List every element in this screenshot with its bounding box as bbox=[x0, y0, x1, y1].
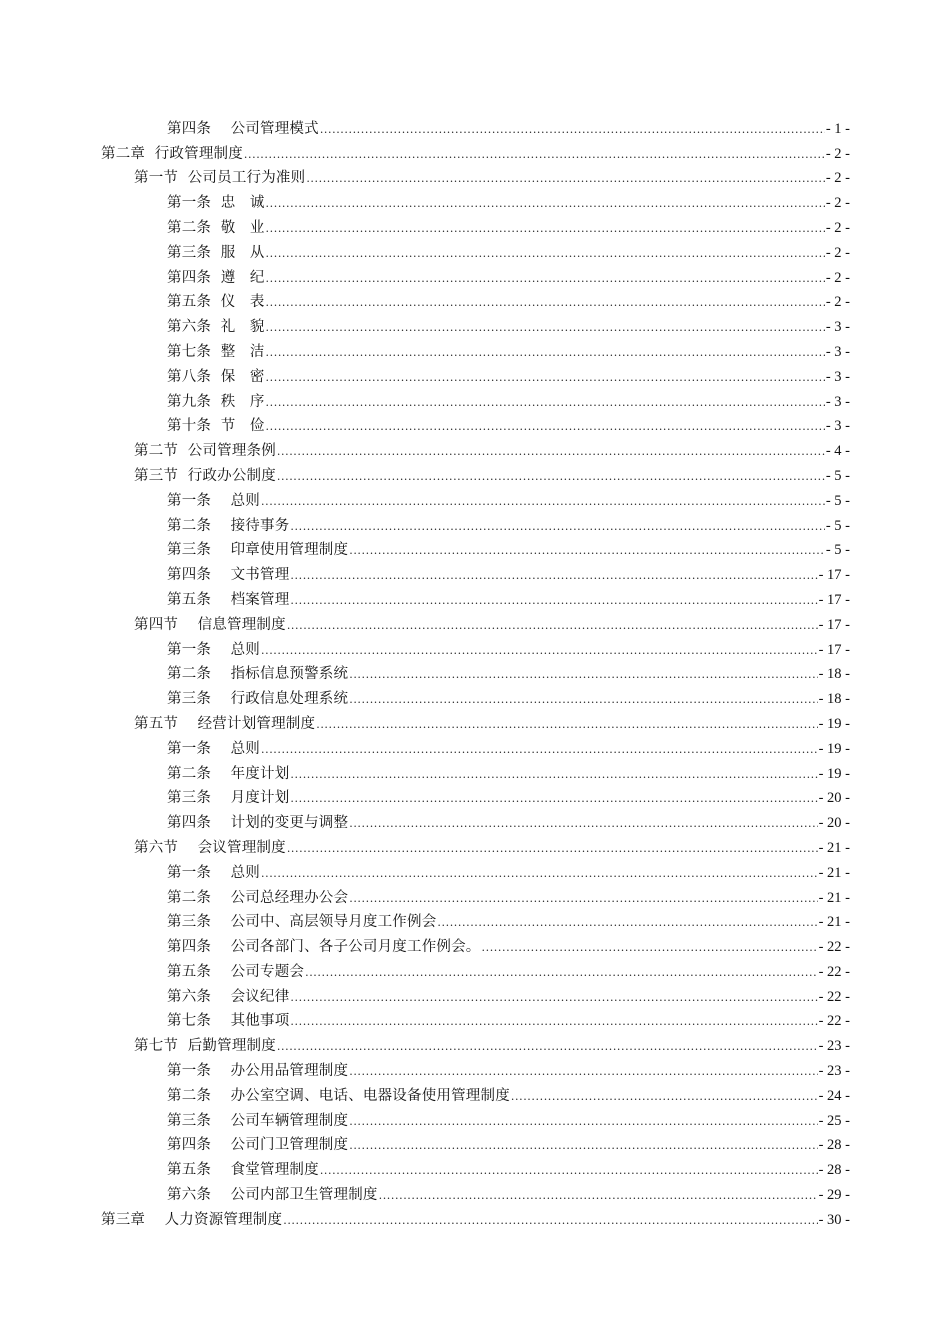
toc-dot-leader bbox=[261, 867, 818, 881]
toc-entry-title: 第一节 公司员工行为准则 bbox=[134, 170, 306, 187]
toc-entry-page-number: - 5 - bbox=[825, 542, 850, 559]
toc-entry-page-number: - 22 - bbox=[818, 939, 850, 956]
toc-entry-title: 第四条 公司各部门、各子公司月度工作例会。 bbox=[167, 939, 481, 956]
toc-dot-leader bbox=[266, 321, 825, 335]
toc-entry[interactable] bbox=[0, 956, 950, 981]
toc-entry[interactable] bbox=[0, 1006, 950, 1031]
toc-entry-page-number: - 20 - bbox=[818, 790, 850, 807]
toc-entry-page-number: - 18 - bbox=[818, 691, 850, 708]
toc-entry[interactable] bbox=[0, 758, 950, 783]
toc-entry[interactable] bbox=[0, 1179, 950, 1204]
toc-entry-title: 第六条 会议纪律 bbox=[167, 988, 290, 1005]
toc-entry[interactable] bbox=[0, 634, 950, 659]
toc-entry-page-number: - 5 - bbox=[825, 492, 850, 509]
toc-dot-leader bbox=[349, 892, 817, 906]
toc-dot-leader bbox=[266, 396, 825, 410]
toc-entry-title: 第一条 总则 bbox=[167, 864, 261, 881]
toc-entry-title: 第四条 遵 纪 bbox=[167, 269, 265, 286]
toc-entry-page-number: - 3 - bbox=[825, 343, 850, 360]
toc-entry[interactable] bbox=[0, 460, 950, 485]
toc-dot-leader bbox=[283, 1214, 817, 1228]
toc-entry-title: 第一条 办公用品管理制度 bbox=[167, 1063, 349, 1080]
toc-entry-title: 第二节 公司管理条例 bbox=[134, 443, 276, 460]
toc-entry-page-number: - 28 - bbox=[818, 1162, 850, 1179]
toc-entry-page-number: - 19 - bbox=[818, 765, 850, 782]
toc-dot-leader bbox=[306, 172, 825, 186]
toc-entry-page-number: - 3 - bbox=[825, 319, 850, 336]
toc-entry-title: 第六节 会议管理制度 bbox=[134, 839, 286, 856]
toc-dot-leader bbox=[266, 296, 825, 310]
toc-entry-page-number: - 3 - bbox=[825, 368, 850, 385]
toc-dot-leader bbox=[290, 520, 824, 534]
toc-entry-page-number: - 21 - bbox=[818, 914, 850, 931]
toc-entry-title: 第二条 办公室空调、电话、电器设备使用管理制度 bbox=[167, 1087, 510, 1104]
toc-dot-leader bbox=[244, 148, 825, 162]
toc-entry[interactable] bbox=[0, 287, 950, 312]
toc-entry-page-number: - 2 - bbox=[825, 195, 850, 212]
toc-entry[interactable] bbox=[0, 609, 950, 634]
toc-dot-leader bbox=[290, 1015, 817, 1029]
toc-dot-leader bbox=[316, 718, 817, 732]
toc-entry-page-number: - 19 - bbox=[818, 740, 850, 757]
toc-entry[interactable] bbox=[0, 510, 950, 535]
toc-entry[interactable] bbox=[0, 212, 950, 237]
toc-entry-page-number: - 2 - bbox=[825, 170, 850, 187]
toc-dot-leader bbox=[379, 1189, 818, 1203]
toc-entry-page-number: - 4 - bbox=[825, 443, 850, 460]
toc-entry-title: 第二条 敬 业 bbox=[167, 219, 265, 236]
toc-entry[interactable] bbox=[0, 708, 950, 733]
toc-entry-page-number: - 2 - bbox=[825, 145, 850, 162]
toc-dot-leader bbox=[266, 247, 825, 261]
toc-entry-title: 第四条 文书管理 bbox=[167, 567, 290, 584]
toc-dot-leader bbox=[349, 693, 817, 707]
toc-entry-title: 第四条 公司管理模式 bbox=[167, 120, 319, 137]
toc-entry-title: 第五条 仪 表 bbox=[167, 294, 265, 311]
toc-dot-leader bbox=[261, 495, 825, 509]
toc-dot-leader bbox=[511, 1090, 818, 1104]
toc-entry-title: 第三条 服 从 bbox=[167, 244, 265, 261]
toc-entry[interactable] bbox=[0, 882, 950, 907]
toc-dot-leader bbox=[261, 743, 818, 757]
toc-dot-leader bbox=[266, 272, 825, 286]
toc-entry[interactable] bbox=[0, 1130, 950, 1155]
toc-entry-title: 第五条 食堂管理制度 bbox=[167, 1162, 319, 1179]
toc-dot-leader bbox=[287, 619, 818, 633]
toc-entry[interactable] bbox=[0, 336, 950, 361]
toc-entry-page-number: - 30 - bbox=[818, 1211, 850, 1228]
toc-entry[interactable] bbox=[0, 659, 950, 684]
toc-entry[interactable] bbox=[0, 485, 950, 510]
toc-entry[interactable] bbox=[0, 683, 950, 708]
toc-entry-page-number: - 21 - bbox=[818, 889, 850, 906]
toc-entry-page-number: - 23 - bbox=[818, 1038, 850, 1055]
toc-entry-title: 第九条 秩 序 bbox=[167, 393, 265, 410]
toc-entry-page-number: - 20 - bbox=[818, 815, 850, 832]
toc-entry[interactable] bbox=[0, 237, 950, 262]
toc-entry-page-number: - 17 - bbox=[818, 616, 850, 633]
toc-entry[interactable] bbox=[0, 1204, 950, 1229]
toc-dot-leader bbox=[320, 123, 825, 137]
toc-entry-title: 第四节 信息管理制度 bbox=[134, 616, 286, 633]
toc-dot-leader bbox=[266, 222, 825, 236]
toc-entry-title: 第一条 总则 bbox=[167, 740, 261, 757]
toc-entry[interactable] bbox=[0, 1030, 950, 1055]
toc-entry[interactable] bbox=[0, 435, 950, 460]
toc-dot-leader bbox=[349, 817, 817, 831]
toc-entry-page-number: - 19 - bbox=[818, 715, 850, 732]
toc-entry-page-number: - 21 - bbox=[818, 839, 850, 856]
toc-dot-leader bbox=[266, 420, 825, 434]
toc-dot-leader bbox=[437, 916, 817, 930]
toc-entry[interactable] bbox=[0, 559, 950, 584]
toc-entry-page-number: - 3 - bbox=[825, 393, 850, 410]
toc-entry[interactable] bbox=[0, 386, 950, 411]
toc-dot-leader bbox=[290, 991, 817, 1005]
toc-entry[interactable] bbox=[0, 584, 950, 609]
toc-entry[interactable] bbox=[0, 931, 950, 956]
toc-entry-title: 第四条 计划的变更与调整 bbox=[167, 815, 349, 832]
toc-dot-leader bbox=[261, 644, 818, 658]
toc-dot-leader bbox=[349, 668, 817, 682]
toc-entry-title: 第一条 总则 bbox=[167, 641, 261, 658]
toc-entry-page-number: - 22 - bbox=[818, 963, 850, 980]
toc-entry-title: 第七条 其他事项 bbox=[167, 1013, 290, 1030]
toc-entry-page-number: - 29 - bbox=[818, 1187, 850, 1204]
toc-entry-title: 第六条 公司内部卫生管理制度 bbox=[167, 1187, 378, 1204]
toc-entry-page-number: - 28 - bbox=[818, 1137, 850, 1154]
toc-dot-leader bbox=[290, 569, 817, 583]
toc-entry-title: 第二条 年度计划 bbox=[167, 765, 290, 782]
toc-entry[interactable] bbox=[0, 907, 950, 932]
toc-entry-page-number: - 22 - bbox=[818, 988, 850, 1005]
toc-entry-page-number: - 25 - bbox=[818, 1112, 850, 1129]
toc-entry-page-number: - 1 - bbox=[825, 120, 850, 137]
toc-entry-title: 第七节 后勤管理制度 bbox=[134, 1038, 276, 1055]
toc-entry[interactable] bbox=[0, 783, 950, 808]
toc-dot-leader bbox=[266, 371, 825, 385]
toc-entry-title: 第三条 公司中、高层领导月度工作例会 bbox=[167, 914, 437, 931]
toc-entry-title: 第三条 印章使用管理制度 bbox=[167, 542, 349, 559]
toc-entry-page-number: - 2 - bbox=[825, 244, 850, 261]
toc-dot-leader bbox=[290, 768, 817, 782]
toc-dot-leader bbox=[305, 966, 817, 980]
toc-entry[interactable] bbox=[0, 832, 950, 857]
toc-entry[interactable] bbox=[0, 113, 950, 138]
toc-entry-page-number: - 3 - bbox=[825, 418, 850, 435]
toc-entry-title: 第三条 公司车辆管理制度 bbox=[167, 1112, 349, 1129]
toc-entry[interactable] bbox=[0, 535, 950, 560]
toc-entry-title: 第三节 行政办公制度 bbox=[134, 467, 276, 484]
toc-entry-page-number: - 23 - bbox=[818, 1063, 850, 1080]
toc-entry-title: 第八条 保 密 bbox=[167, 368, 265, 385]
toc-dot-leader bbox=[349, 1065, 817, 1079]
toc-entry-page-number: - 2 - bbox=[825, 269, 850, 286]
toc-entry[interactable] bbox=[0, 1105, 950, 1130]
toc-entry-title: 第七条 整 洁 bbox=[167, 343, 265, 360]
toc-entry-title: 第三章 人力资源管理制度 bbox=[101, 1211, 283, 1228]
toc-dot-leader bbox=[277, 1040, 818, 1054]
toc-dot-leader bbox=[349, 1139, 817, 1153]
toc-entry-title: 第三条 月度计划 bbox=[167, 790, 290, 807]
toc-dot-leader bbox=[320, 1164, 818, 1178]
toc-entry[interactable] bbox=[0, 262, 950, 287]
toc-entry[interactable] bbox=[0, 733, 950, 758]
toc-entry-page-number: - 17 - bbox=[818, 591, 850, 608]
toc-dot-leader bbox=[290, 594, 817, 608]
toc-entry-title: 第三条 行政信息处理系统 bbox=[167, 691, 349, 708]
toc-entry[interactable] bbox=[0, 807, 950, 832]
toc-entry-page-number: - 21 - bbox=[818, 864, 850, 881]
toc-entry[interactable] bbox=[0, 311, 950, 336]
toc-entry[interactable] bbox=[0, 1080, 950, 1105]
table-of-contents bbox=[0, 113, 950, 1229]
toc-entry[interactable] bbox=[0, 981, 950, 1006]
toc-entry[interactable] bbox=[0, 138, 950, 163]
toc-dot-leader bbox=[349, 1115, 817, 1129]
toc-dot-leader bbox=[277, 470, 825, 484]
toc-entry-title: 第二章 行政管理制度 bbox=[101, 145, 243, 162]
toc-entry-title: 第一条 忠 诚 bbox=[167, 195, 265, 212]
toc-dot-leader bbox=[349, 544, 825, 558]
toc-entry-title: 第五条 公司专题会 bbox=[167, 963, 305, 980]
toc-entry-title: 第二条 接待事务 bbox=[167, 517, 290, 534]
toc-entry-title: 第二条 公司总经理办公会 bbox=[167, 889, 349, 906]
toc-entry-page-number: - 24 - bbox=[818, 1087, 850, 1104]
toc-dot-leader bbox=[290, 792, 817, 806]
toc-dot-leader bbox=[482, 941, 818, 955]
toc-entry-page-number: - 17 - bbox=[818, 567, 850, 584]
toc-entry[interactable] bbox=[0, 163, 950, 188]
toc-entry[interactable] bbox=[0, 1154, 950, 1179]
toc-entry-title: 第五节 经营计划管理制度 bbox=[134, 715, 316, 732]
toc-entry-page-number: - 17 - bbox=[818, 641, 850, 658]
toc-entry[interactable] bbox=[0, 411, 950, 436]
toc-entry-title: 第五条 档案管理 bbox=[167, 591, 290, 608]
toc-entry-page-number: - 2 - bbox=[825, 294, 850, 311]
toc-entry[interactable] bbox=[0, 1055, 950, 1080]
toc-entry-page-number: - 22 - bbox=[818, 1013, 850, 1030]
toc-entry-title: 第六条 礼 貌 bbox=[167, 319, 265, 336]
toc-entry[interactable] bbox=[0, 187, 950, 212]
toc-entry-page-number: - 18 - bbox=[818, 666, 850, 683]
toc-entry[interactable] bbox=[0, 361, 950, 386]
toc-dot-leader bbox=[266, 346, 825, 360]
toc-dot-leader bbox=[266, 197, 825, 211]
toc-entry-page-number: - 5 - bbox=[825, 517, 850, 534]
toc-entry-page-number: - 2 - bbox=[825, 219, 850, 236]
toc-entry-title: 第四条 公司门卫管理制度 bbox=[167, 1137, 349, 1154]
toc-entry-title: 第二条 指标信息预警系统 bbox=[167, 666, 349, 683]
toc-entry-page-number: - 5 - bbox=[825, 467, 850, 484]
toc-dot-leader bbox=[287, 842, 818, 856]
toc-dot-leader bbox=[277, 445, 825, 459]
toc-entry[interactable] bbox=[0, 857, 950, 882]
toc-entry-title: 第十条 节 俭 bbox=[167, 418, 265, 435]
toc-entry-title: 第一条 总则 bbox=[167, 492, 261, 509]
